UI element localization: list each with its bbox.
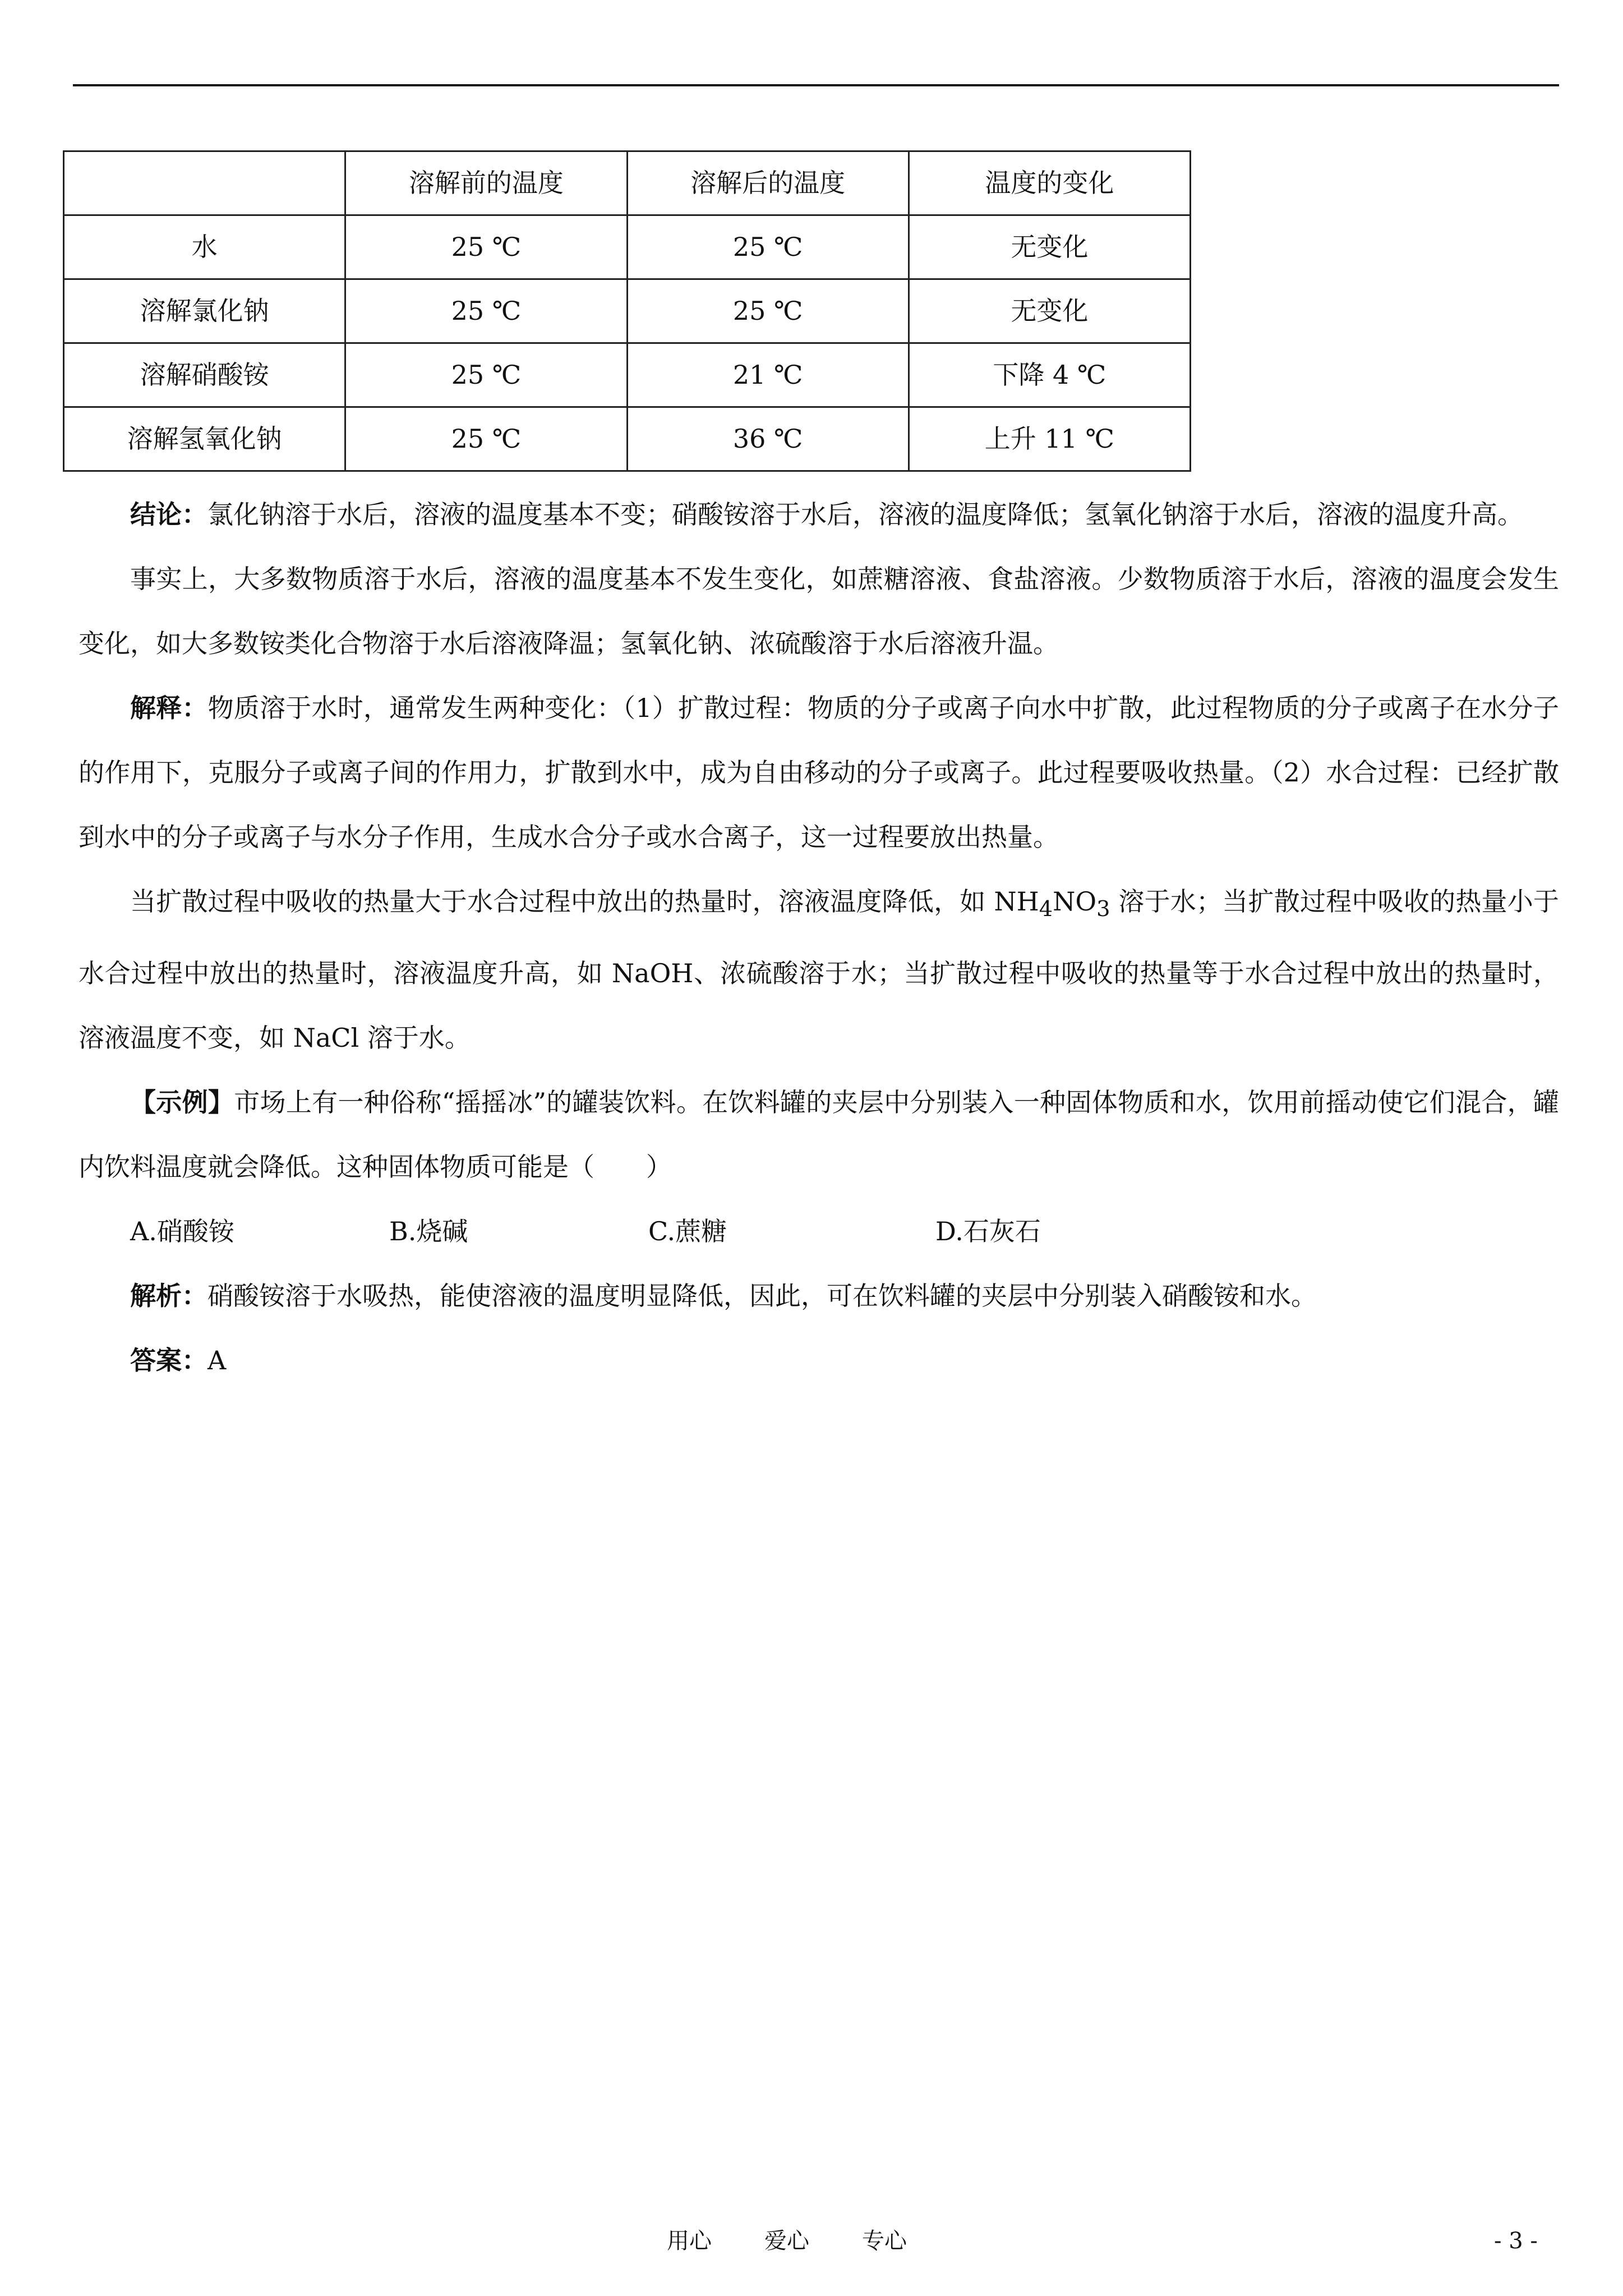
table-cell: 25 ℃ xyxy=(345,215,627,279)
option-a: A.硝酸铵 xyxy=(130,1216,234,1247)
explanation-text: 物质溶于水时，通常发生两种变化：（1）扩散过程：物质的分子或离子向水中扩散，此过程物质的分子或离子在水分子的作用下，克服分子或离子间的作用力，扩散到水中，成为自由移动的分子或离子。此过程要吸收热量。（2）水合过程：已经扩散到水中的分子或离子与水分子作用，生成水合分子或水合离子，这一过程要放出热量。 xyxy=(79,693,1559,852)
table-cell: 25 ℃ xyxy=(345,407,627,471)
analysis-paragraph xyxy=(79,1264,1559,1328)
table-cell: 25 ℃ xyxy=(345,279,627,343)
table-cell: 水 xyxy=(64,215,345,279)
analysis-label: 解析： xyxy=(130,1281,208,1312)
explanation-paragraph xyxy=(79,676,1559,869)
table-cell: 溶解氯化钠 xyxy=(64,279,345,343)
header-rule xyxy=(73,84,1559,86)
explanation-label: 解释： xyxy=(130,693,208,723)
table-cell: 下降 4 ℃ xyxy=(909,343,1190,407)
example-label: 【示例】 xyxy=(130,1087,234,1118)
table-header-cell: 温度的变化 xyxy=(909,151,1190,215)
table-cell: 25 ℃ xyxy=(627,215,909,279)
footer-motto xyxy=(667,2224,960,2258)
footer-word: 专心 xyxy=(862,2228,907,2254)
table-row xyxy=(64,343,1191,407)
example-text: 市场上有一种俗称“摇摇冰”的罐装饮料。在饮料罐的夹层中分别装入一种固体物质和水，饮用前摇动使它们混合，罐内饮料温度就会降低。这种固体物质可能是（ ） xyxy=(79,1087,1559,1182)
answer-label: 答案： xyxy=(130,1345,208,1376)
table-header-cell: 溶解后的温度 xyxy=(627,151,909,215)
answer-text: A xyxy=(208,1345,227,1376)
table-cell: 36 ℃ xyxy=(627,407,909,471)
table-cell: 21 ℃ xyxy=(627,343,909,407)
table-row xyxy=(64,279,1191,343)
table-header-cell: 溶解前的温度 xyxy=(345,151,627,215)
answer-options xyxy=(130,1199,1559,1264)
table-cell: 无变化 xyxy=(909,279,1190,343)
conclusion-label: 结论： xyxy=(130,499,208,530)
fact-paragraph xyxy=(79,547,1559,676)
answer-paragraph xyxy=(79,1328,1559,1393)
option-c: C.蔗糖 xyxy=(648,1216,727,1247)
option-d: D.石灰石 xyxy=(935,1216,1041,1247)
table-cell: 25 ℃ xyxy=(345,343,627,407)
table-row xyxy=(64,407,1191,471)
table-cell: 溶解氢氧化钠 xyxy=(64,407,345,471)
table-header-cell xyxy=(64,151,345,215)
option-b: B.烧碱 xyxy=(389,1216,468,1247)
table-cell: 上升 11 ℃ xyxy=(909,407,1190,471)
conclusion-text: 氯化钠溶于水后，溶液的温度基本不变；硝酸铵溶于水后，溶液的温度降低；氢氧化钠溶于水后，溶液的温度升高。 xyxy=(208,499,1523,530)
fact-text: 事实上，大多数物质溶于水后，溶液的温度基本不发生变化，如蔗糖溶液、食盐溶液。少数物质溶于水后，溶液的温度会发生变化，如大多数铵类化合物溶于水后溶液降温；氢氧化钠、浓硫酸溶于水后溶液升温。 xyxy=(79,564,1559,659)
table-cell: 无变化 xyxy=(909,215,1190,279)
heat-text-part-1: 当扩散过程中吸收的热量大于水合过程中放出的热量时，溶液温度降低，如 NH xyxy=(130,886,1039,917)
temperature-table xyxy=(63,150,1191,472)
example-paragraph xyxy=(79,1070,1559,1199)
heat-paragraph xyxy=(79,869,1559,1070)
subscript-4: 4 xyxy=(1039,896,1053,922)
footer-word: 用心 xyxy=(667,2228,712,2254)
table-cell: 25 ℃ xyxy=(627,279,909,343)
analysis-text: 硝酸铵溶于水吸热，能使溶液的温度明显降低，因此，可在饮料罐的夹层中分别装入硝酸铵和水。 xyxy=(208,1281,1317,1312)
body-text xyxy=(79,482,1559,1393)
heat-text-part-3: 溶于水；当扩散过程中吸收的热量小于水合过程中放出的热量时，溶液温度升高，如 NaOH、浓硫酸溶于水；当扩散过程中吸收的热量等于水合过程中放出的热量时，溶液温度不变，如 NaCl 溶于水。 xyxy=(79,886,1559,1053)
table-cell: 溶解硝酸铵 xyxy=(64,343,345,407)
subscript-3: 3 xyxy=(1096,896,1110,922)
conclusion-paragraph xyxy=(79,482,1559,547)
heat-text-part-2: NO xyxy=(1053,886,1097,917)
table-header-row xyxy=(64,151,1191,215)
page-number: - 3 - xyxy=(1494,2228,1538,2254)
footer-word: 爱心 xyxy=(764,2228,809,2254)
table-row xyxy=(64,215,1191,279)
